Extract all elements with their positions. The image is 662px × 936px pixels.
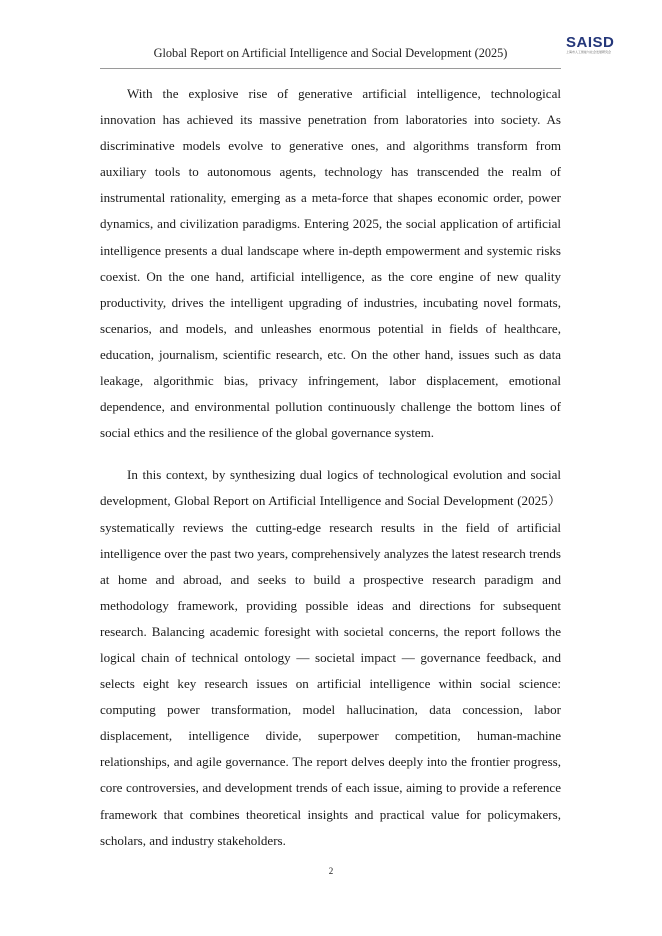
page-number: 2 (328, 866, 334, 876)
logo-text: SAISD (566, 34, 615, 51)
paragraph-2: In this context, by synthesizing dual logics of technological evolution and social development, Global Report on Artificial Intelligence and Social Development (2025） systematically reviews the cutting-edge research results in the field of artificial intelligence over the past two years, comprehensively analyzes the latest research trends at home and abroad, and seeks to build a prospective research paradigm and methodology framework, providing possible ideas and directions for subsequent research. Balancing academic foresight with societal concerns, the report follows the logical chain of technical ontology — societal impact — governance feedback, and selects eight key research issues on artificial intelligence within social science: computing power transformation, model hallucination, data concession, labor displacement, intelligence divide, superpower competition, human-machine relationships, and agile governance. The report delves deeply into the frontier progress, core controversies, and development trends of each issue, aiming to provide a reference framework that combines theoretical insights and practical value for policymakers, scholars, and industry stakeholders. (100, 467, 561, 848)
logo-subtext: 上海市人工智能与社会发展研究会 (566, 50, 612, 54)
paragraph-1: With the explosive rise of generative artificial intelligence, technological innovation has achieved its massive penetration from laboratories into society. As discriminative models evolve to generative ones, and algorithms transform from auxiliary tools to autonomous agents, technology has transcended the realm of instrumental rationality, emerging as a meta-force that shapes economic order, power dynamics, and civilization paradigms. Entering 2025, the social application of artificial intelligence presents a dual landscape where in-depth empowerment and systemic risks coexist. On the one hand, artificial intelligence, as the core engine of new quality productivity, drives the intelligent upgrading of industries, incubating novel formats, scenarios, and models, and unleashes enormous potential in fields of healthcare, education, journalism, scientific research, etc. On the other hand, issues such as data leakage, algorithmic bias, privacy infringement, labor displacement, emotional dependence, and environmental pollution continuously challenge the bottom lines of social ethics and the resilience of the global governance system. (100, 86, 561, 441)
page-header (100, 38, 561, 69)
saisd-logo (566, 35, 626, 59)
body-content (100, 81, 561, 854)
header-title: Global Report on Artificial Intelligence and Social Development (2025) (153, 46, 508, 60)
